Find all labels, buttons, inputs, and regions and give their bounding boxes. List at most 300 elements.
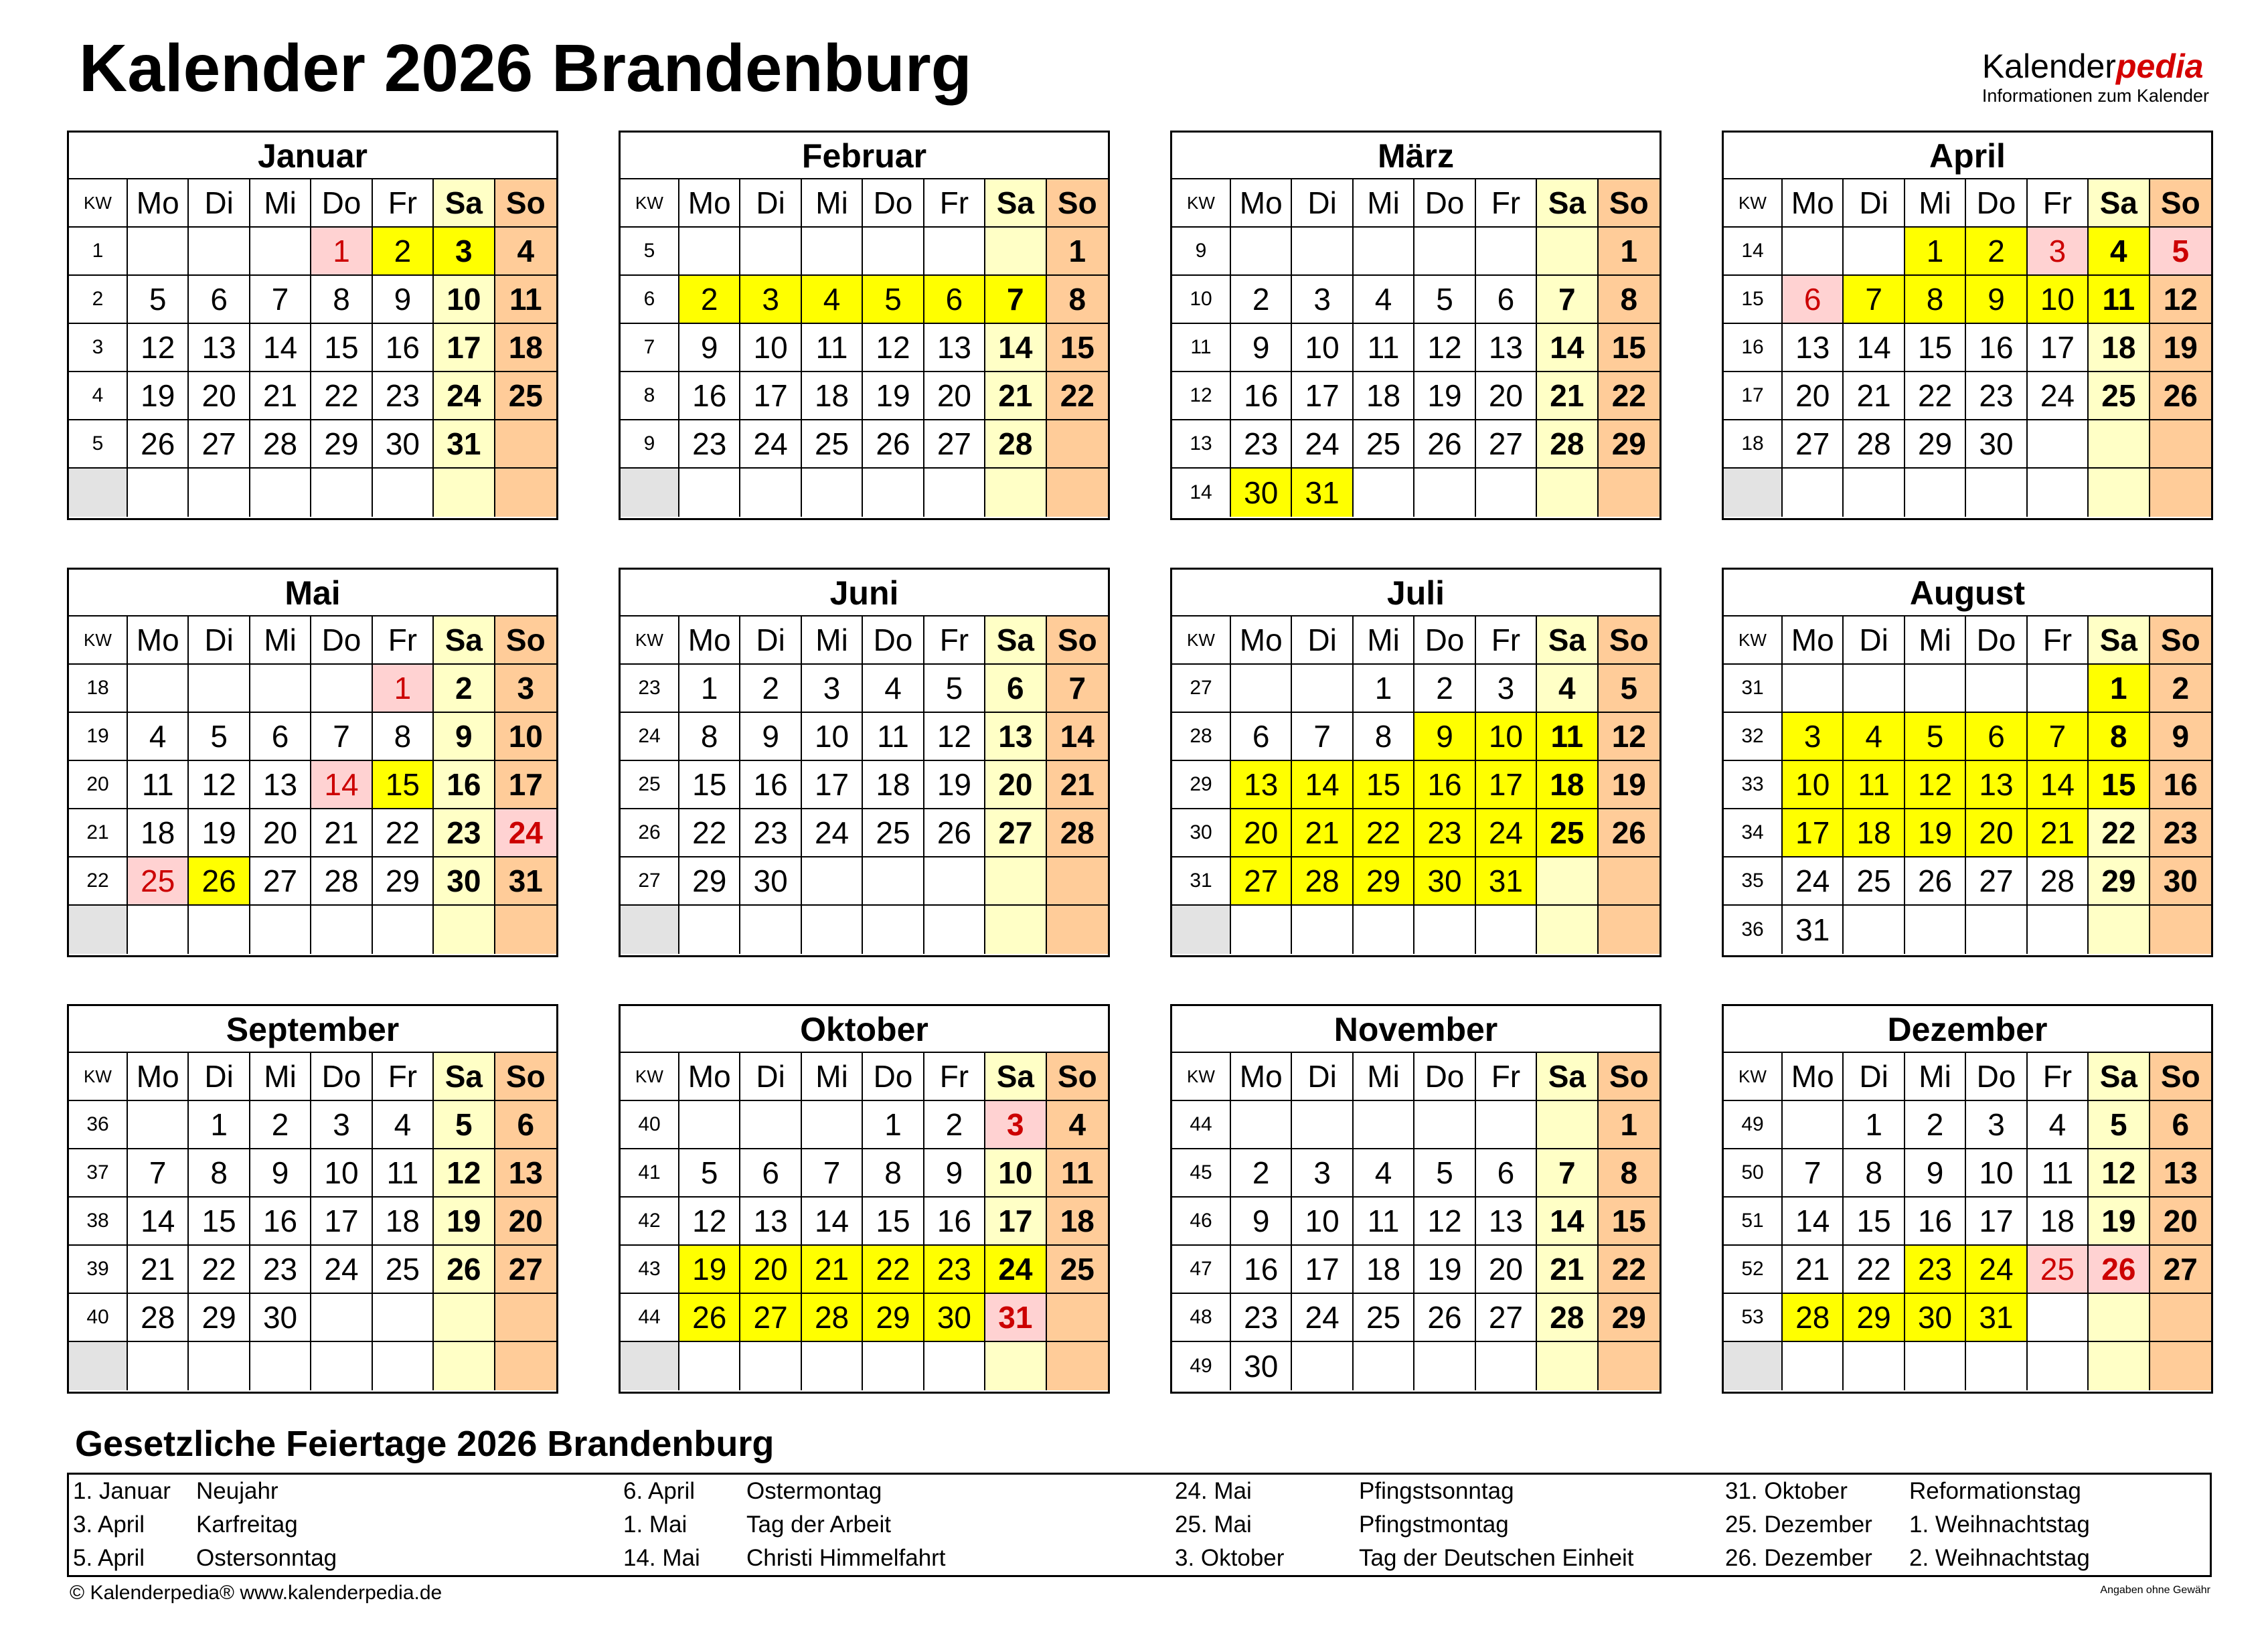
empty-day-cell [1476,1342,1537,1390]
week-number: 9 [1172,228,1231,276]
empty-day-cell [250,665,311,713]
day-cell: 2 [434,665,495,713]
day-cell: 29 [373,857,434,906]
weekday-header: Fr [2028,1053,2089,1101]
day-cell: 10 [1476,713,1537,761]
day-cell: 16 [740,761,801,809]
day-cell: 14 [802,1198,863,1246]
weekday-header: Mo [128,616,189,665]
page-title: Kalender 2026 Brandenburg [79,31,972,106]
day-cell: 26 [679,1294,740,1342]
weekday-header: Sa [2089,1053,2150,1101]
day-cell: 24 [1292,1294,1353,1342]
holiday-name: 2. Weihnachtstag [1909,1545,2090,1571]
holiday-column [623,1475,1132,1575]
day-cell: 11 [1537,713,1598,761]
day-cell: 10 [985,1149,1046,1198]
day-cell: 13 [740,1198,801,1246]
day-cell: 4 [373,1101,434,1149]
empty-day-cell [189,228,250,276]
day-cell: 23 [1905,1246,1966,1294]
day-cell: 24 [1292,420,1353,469]
day-cell: 17 [2028,324,2089,372]
empty-day-cell [128,469,189,517]
kw-header: KW [1724,179,1783,228]
month-april [1722,131,2213,520]
empty-day-cell [1354,906,1414,954]
day-cell: 6 [1476,1149,1537,1198]
day-cell: 4 [495,228,556,276]
day-cell: 28 [1292,857,1353,906]
holiday-date: 3. Oktober [1175,1545,1285,1571]
empty-day-cell [1292,1342,1353,1390]
day-cell: 15 [2089,761,2150,809]
day-cell: 16 [2150,761,2211,809]
day-cell: 4 [1354,276,1414,324]
day-cell: 25 [495,372,556,420]
holiday-row [623,1508,1132,1542]
week-number: 29 [1172,761,1231,809]
empty-day-cell [1599,857,1659,906]
day-cell: 11 [802,324,863,372]
day-cell: 15 [1047,324,1108,372]
weekday-header: Di [189,179,250,228]
day-cell: 30 [1414,857,1475,906]
day-cell: 8 [311,276,372,324]
weekday-header: So [1599,179,1659,228]
day-cell: 17 [311,1198,372,1246]
week-number: 49 [1172,1342,1231,1390]
empty-day-cell [189,906,250,954]
day-cell: 25 [1354,420,1414,469]
weekday-header: Mi [250,179,311,228]
empty-day-cell [1844,1342,1905,1390]
week-number: 4 [69,372,128,420]
month-title: August [1724,570,2211,616]
day-cell: 17 [1783,809,1844,857]
empty-day-cell [2028,1294,2089,1342]
week-number: 9 [621,420,679,469]
empty-day-cell [373,1294,434,1342]
day-cell: 26 [924,809,985,857]
empty-day-cell [802,1342,863,1390]
day-cell: 24 [740,420,801,469]
day-cell: 3 [1292,1149,1353,1198]
week-number: 36 [69,1101,128,1149]
month-grid [69,179,556,517]
weekday-header: Sa [434,1053,495,1101]
weekday-header: So [495,179,556,228]
holiday-date: 5. April [73,1545,145,1571]
week-number: 10 [1172,276,1231,324]
day-cell: 2 [1966,228,2027,276]
day-cell: 13 [250,761,311,809]
weekday-header: Mi [1354,179,1414,228]
holiday-name: Ostersonntag [196,1545,337,1571]
empty-day-cell [1905,469,1966,517]
week-number: 42 [621,1198,679,1246]
day-cell: 30 [924,1294,985,1342]
day-cell: 4 [1047,1101,1108,1149]
day-cell: 9 [740,713,801,761]
day-cell: 10 [311,1149,372,1198]
holiday-date: 14. Mai [623,1545,700,1571]
day-cell: 28 [311,857,372,906]
day-cell: 13 [924,324,985,372]
week-number: 3 [69,324,128,372]
kw-header: KW [621,1053,679,1101]
week-number: 48 [1172,1294,1231,1342]
day-cell: 20 [495,1198,556,1246]
holiday-date: 25. Mai [1175,1511,1252,1538]
day-cell: 17 [740,372,801,420]
day-cell: 24 [985,1246,1046,1294]
empty-day-cell [1844,665,1905,713]
day-cell: 8 [189,1149,250,1198]
day-cell: 30 [434,857,495,906]
week-number: 5 [69,420,128,469]
day-cell: 14 [2028,761,2089,809]
logo-tagline: Informationen zum Kalender [1981,86,2209,106]
empty-day-cell [740,228,801,276]
day-cell: 11 [495,276,556,324]
holiday-row [1725,1475,2234,1508]
empty-day-cell [1292,665,1353,713]
empty-day-cell [863,906,924,954]
empty-day-cell [802,228,863,276]
week-number: 34 [1724,809,1783,857]
day-cell: 19 [2089,1198,2150,1246]
empty-day-cell [2150,1294,2211,1342]
day-cell: 22 [1599,372,1659,420]
day-cell: 2 [250,1101,311,1149]
weekday-header: Di [740,179,801,228]
day-cell: 28 [2028,857,2089,906]
weekday-header: So [2150,179,2211,228]
empty-day-cell [679,1101,740,1149]
holiday-name: Reformationstag [1909,1478,2081,1504]
kw-header: KW [1172,616,1231,665]
day-cell: 13 [985,713,1046,761]
empty-day-cell [1537,857,1598,906]
week-number: 49 [1724,1101,1783,1149]
day-cell: 29 [2089,857,2150,906]
day-cell: 18 [1354,372,1414,420]
empty-day-cell [434,1342,495,1390]
day-cell: 23 [434,809,495,857]
weekday-header: Fr [924,1053,985,1101]
month-title: Dezember [1724,1006,2211,1053]
week-number: 15 [1724,276,1783,324]
day-cell: 14 [1783,1198,1844,1246]
day-cell: 28 [802,1294,863,1342]
day-cell: 22 [1844,1246,1905,1294]
day-cell: 1 [311,228,372,276]
day-cell: 14 [311,761,372,809]
week-number: 14 [1724,228,1783,276]
day-cell: 18 [495,324,556,372]
holiday-date: 6. April [623,1478,695,1504]
empty-day-cell [802,906,863,954]
weekday-header: Di [1844,616,1905,665]
day-cell: 11 [863,713,924,761]
empty-day-cell [434,1294,495,1342]
day-cell: 18 [1844,809,1905,857]
weekday-header: Fr [1476,616,1537,665]
week-number: 52 [1724,1246,1783,1294]
kw-header: KW [1172,179,1231,228]
empty-day-cell [1231,665,1292,713]
day-cell: 26 [1905,857,1966,906]
kw-header: KW [1724,1053,1783,1101]
weekday-header: Mi [1905,1053,1966,1101]
day-cell: 29 [1599,1294,1659,1342]
empty-day-cell [189,1342,250,1390]
day-cell: 10 [1292,324,1353,372]
day-cell: 9 [679,324,740,372]
empty-day-cell [495,1294,556,1342]
week-number: 19 [69,713,128,761]
day-cell: 28 [985,420,1046,469]
day-cell: 12 [1414,324,1475,372]
empty-day-cell [1905,665,1966,713]
weekday-header: Mo [1783,179,1844,228]
empty-day-cell [924,1342,985,1390]
weekday-header: So [1599,616,1659,665]
day-cell: 1 [373,665,434,713]
empty-day-cell [189,665,250,713]
day-cell: 22 [863,1246,924,1294]
weekday-header: Sa [434,179,495,228]
day-cell: 11 [1354,1198,1414,1246]
day-cell: 3 [985,1101,1046,1149]
empty-day-cell [1047,1342,1108,1390]
day-cell: 1 [863,1101,924,1149]
month-märz [1170,131,1662,520]
day-cell: 21 [802,1246,863,1294]
day-cell: 17 [1476,761,1537,809]
month-september [67,1004,558,1394]
day-cell: 31 [1292,469,1353,517]
day-cell: 24 [1476,809,1537,857]
empty-day-cell [495,1342,556,1390]
empty-day-cell [740,469,801,517]
day-cell: 31 [495,857,556,906]
month-title: Juni [621,570,1108,616]
month-november [1170,1004,1662,1394]
day-cell: 20 [740,1246,801,1294]
week-number: 27 [621,857,679,906]
weekday-header: Do [863,1053,924,1101]
weekday-header: Fr [373,1053,434,1101]
day-cell: 29 [679,857,740,906]
day-cell: 11 [373,1149,434,1198]
day-cell: 29 [863,1294,924,1342]
day-cell: 13 [495,1149,556,1198]
day-cell: 9 [1231,1198,1292,1246]
weekday-header: Fr [373,616,434,665]
month-juni [619,568,1110,957]
empty-day-cell [679,1342,740,1390]
day-cell: 21 [1292,809,1353,857]
empty-day-cell [311,906,372,954]
holiday-name: Ostermontag [746,1478,882,1504]
empty-day-cell [189,469,250,517]
day-cell: 6 [1783,276,1844,324]
day-cell: 23 [740,809,801,857]
weekday-header: Di [740,1053,801,1101]
empty-day-cell [128,1101,189,1149]
day-cell: 15 [863,1198,924,1246]
month-title: Januar [69,133,556,179]
day-cell: 6 [2150,1101,2211,1149]
day-cell: 1 [189,1101,250,1149]
day-cell: 15 [1905,324,1966,372]
week-number [1724,469,1783,517]
empty-day-cell [1414,906,1475,954]
week-number: 18 [1724,420,1783,469]
week-number: 12 [1172,372,1231,420]
empty-day-cell [1599,1342,1659,1390]
day-cell: 24 [1783,857,1844,906]
empty-day-cell [924,906,985,954]
weekday-header: Do [863,179,924,228]
weekday-header: Mo [679,616,740,665]
day-cell: 31 [1476,857,1537,906]
empty-day-cell [1292,228,1353,276]
day-cell: 20 [1476,1246,1537,1294]
empty-day-cell [1476,228,1537,276]
holiday-name: Neujahr [196,1478,278,1504]
week-number: 8 [621,372,679,420]
day-cell: 31 [1783,906,1844,954]
month-title: November [1172,1006,1659,1053]
holiday-row [623,1542,1132,1575]
day-cell: 15 [311,324,372,372]
week-number [621,1342,679,1390]
day-cell: 27 [495,1246,556,1294]
month-title: Februar [621,133,1108,179]
holiday-name: Tag der Deutschen Einheit [1359,1545,1634,1571]
day-cell: 3 [495,665,556,713]
day-cell: 16 [434,761,495,809]
week-number: 20 [69,761,128,809]
weekday-header: Mi [250,1053,311,1101]
holiday-row [1725,1508,2234,1542]
day-cell: 1 [2089,665,2150,713]
holiday-name: Christi Himmelfahrt [746,1545,946,1571]
month-grid [621,179,1108,517]
week-number: 11 [1172,324,1231,372]
weekday-header: Di [1292,1053,1353,1101]
holiday-date: 25. Dezember [1725,1511,1872,1538]
day-cell: 21 [985,372,1046,420]
empty-day-cell [1905,1342,1966,1390]
weekday-header: Di [740,616,801,665]
empty-day-cell [2028,906,2089,954]
empty-day-cell [434,906,495,954]
empty-day-cell [1414,1342,1475,1390]
day-cell: 5 [1905,713,1966,761]
holiday-row [623,1475,1132,1508]
month-grid [1172,179,1659,517]
month-title: Juli [1172,570,1659,616]
weekday-header: Sa [434,616,495,665]
day-cell: 5 [189,713,250,761]
holiday-row [1725,1542,2234,1575]
day-cell: 18 [1537,761,1598,809]
empty-day-cell [924,228,985,276]
empty-day-cell [1354,1101,1414,1149]
month-februar [619,131,1110,520]
weekday-header: Do [311,616,372,665]
week-number: 22 [69,857,128,906]
month-juli [1170,568,1662,957]
day-cell: 11 [128,761,189,809]
empty-day-cell [2089,1342,2150,1390]
empty-day-cell [985,228,1046,276]
day-cell: 3 [802,665,863,713]
day-cell: 12 [1599,713,1659,761]
weekday-header: Do [1966,616,2027,665]
weekday-header: Sa [985,179,1046,228]
day-cell: 23 [1966,372,2027,420]
day-cell: 2 [2150,665,2211,713]
weekday-header: Mi [802,616,863,665]
weekday-header: Mo [128,1053,189,1101]
month-grid [1724,1053,2211,1390]
weekday-header: Di [189,1053,250,1101]
logo-brand-part2: pedia [2115,48,2204,85]
holiday-date: 24. Mai [1175,1478,1252,1504]
holiday-name: Pfingstmontag [1359,1511,1509,1538]
day-cell: 15 [1844,1198,1905,1246]
empty-day-cell [373,1342,434,1390]
day-cell: 23 [373,372,434,420]
month-august [1722,568,2213,957]
day-cell: 12 [189,761,250,809]
day-cell: 13 [1231,761,1292,809]
day-cell: 8 [2089,713,2150,761]
empty-day-cell [1354,469,1414,517]
day-cell: 25 [1354,1294,1414,1342]
day-cell: 16 [373,324,434,372]
day-cell: 29 [311,420,372,469]
day-cell: 16 [250,1198,311,1246]
day-cell: 11 [2028,1149,2089,1198]
empty-day-cell [1537,469,1598,517]
day-cell: 13 [189,324,250,372]
day-cell: 23 [1231,1294,1292,1342]
kw-header: KW [69,179,128,228]
day-cell: 12 [924,713,985,761]
day-cell: 5 [1414,276,1475,324]
day-cell: 10 [1966,1149,2027,1198]
week-number: 45 [1172,1149,1231,1198]
day-cell: 31 [1966,1294,2027,1342]
day-cell: 2 [1231,276,1292,324]
empty-day-cell [1047,469,1108,517]
week-number: 37 [69,1149,128,1198]
holiday-column [73,1475,582,1575]
day-cell: 6 [250,713,311,761]
weekday-header: Mi [802,1053,863,1101]
footer-copyright: © Kalenderpedia® www.kalenderpedia.de [70,1582,442,1604]
month-grid [621,616,1108,954]
empty-day-cell [802,1101,863,1149]
day-cell: 28 [128,1294,189,1342]
month-mai [67,568,558,957]
